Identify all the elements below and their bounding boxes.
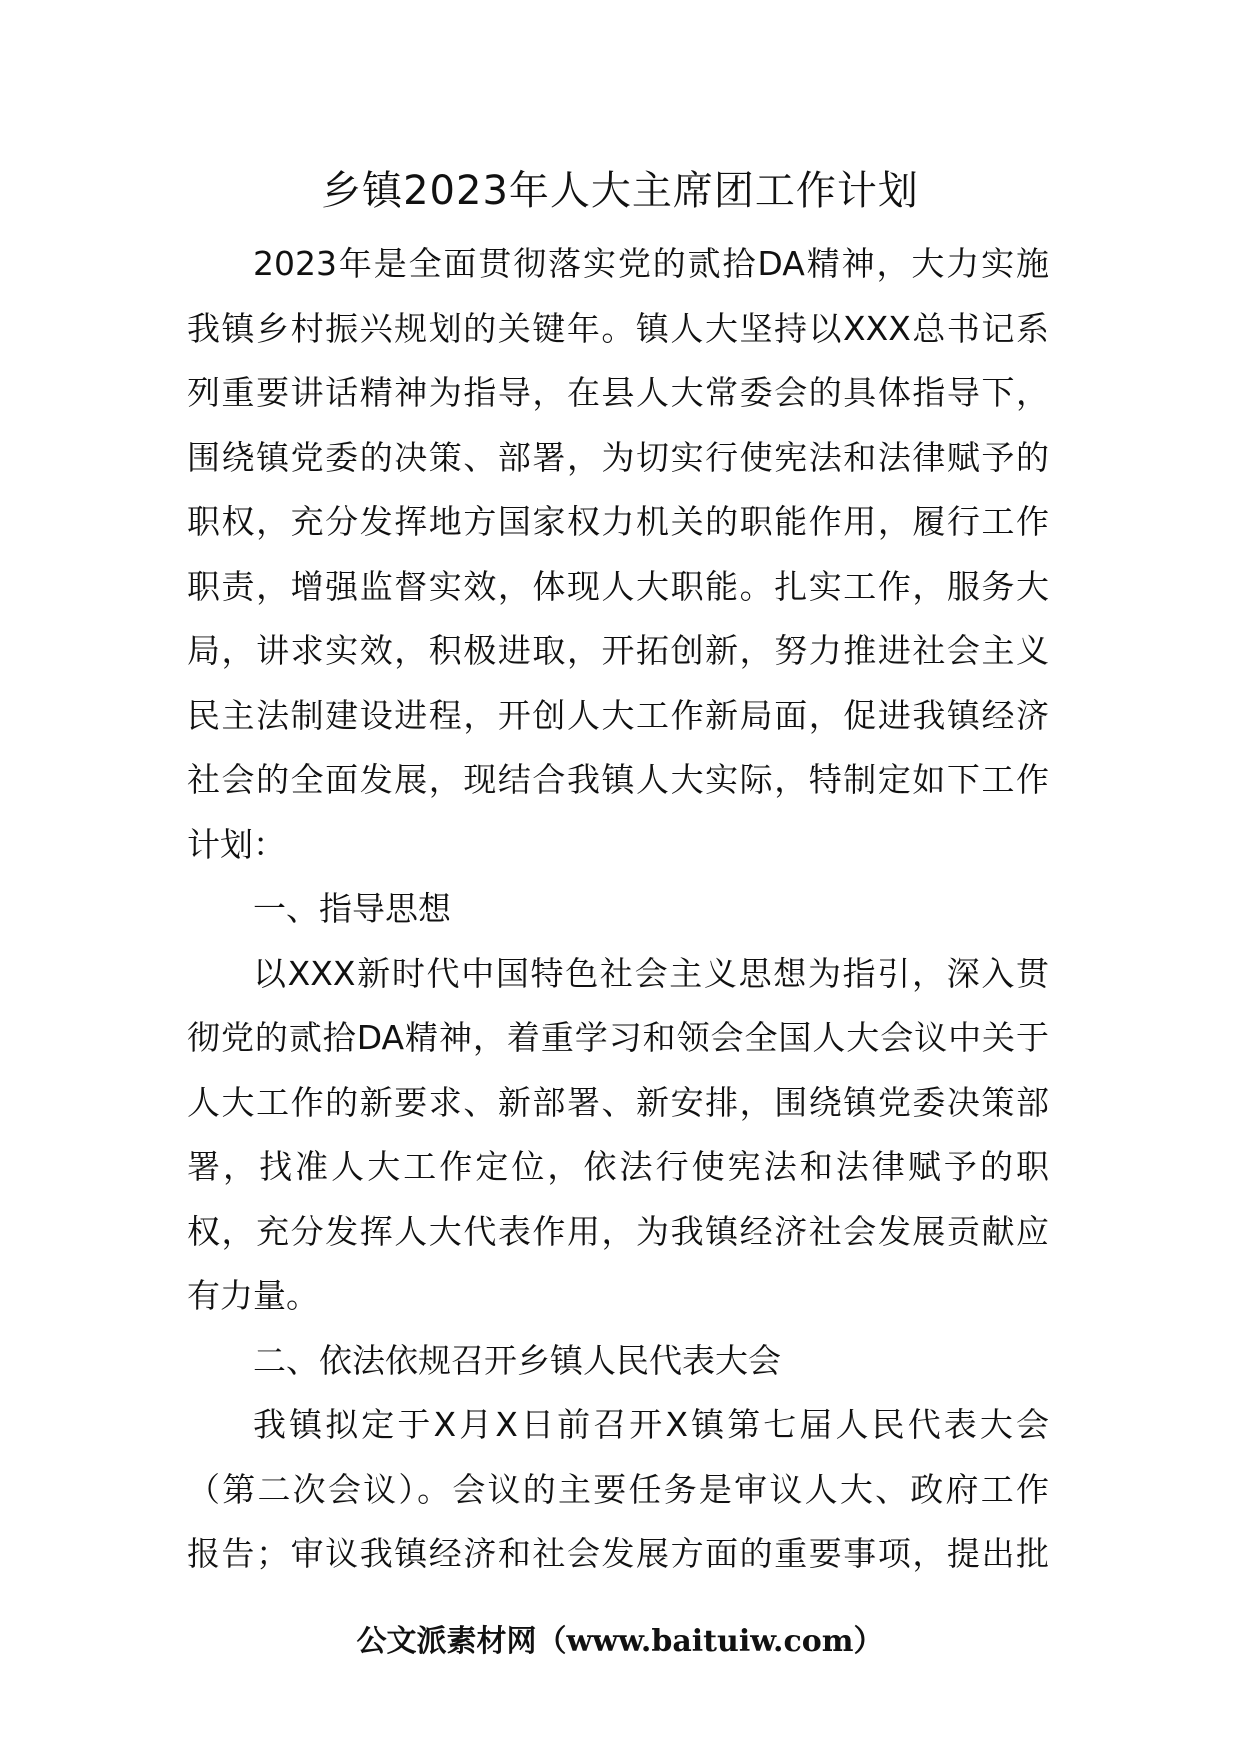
paragraph-congress-line-3: 报告；审议我镇经济和社会发展方面的重要事项，提出批: [187, 1534, 1049, 1573]
paragraph-intro-line-1: 2023年是全面贯彻落实党的贰拾DA精神，大力实施: [253, 244, 1049, 283]
paragraph-guiding-line-5: 权，充分发挥人大代表作用，为我镇经济社会发展贡献应: [187, 1211, 1049, 1251]
paragraph-guiding-line-4: 署，找准人大工作定位，依法行使宪法和法律赋予的职: [187, 1147, 1049, 1186]
paragraph-intro-line-4: 围绕镇党委的决策、部署，为切实行使宪法和法律赋予的: [187, 437, 1049, 477]
document-body: [187, 232, 1049, 1587]
paragraph-intro-line-6: 职责，增强监督实效，体现人大职能。扎实工作，服务大: [187, 566, 1049, 606]
paragraph-intro-line-2: 我镇乡村振兴规划的关键年。镇人大坚持以XXX总书记系: [187, 308, 1049, 348]
document-title: 乡镇2023年人大主席团工作计划: [321, 168, 919, 214]
paragraph-intro-line-8: 民主法制建设进程，开创人大工作新局面，促进我镇经济: [187, 695, 1049, 735]
paragraph-intro-line-9: 社会的全面发展，现结合我镇人大实际，特制定如下工作: [187, 760, 1049, 799]
paragraph-intro-line-5: 职权，充分发挥地方国家权力机关的职能作用，履行工作: [187, 502, 1049, 541]
section-heading-2: 二、依法依规召开乡镇人民代表大会: [253, 1340, 781, 1380]
paragraph-intro-line-10: 计划：: [187, 824, 286, 864]
paragraph-guiding-line-2: 彻党的贰拾DA精神，着重学习和领会全国人大会议中关于: [187, 1018, 1049, 1057]
paragraph-guiding-line-1: 以XXX新时代中国特色社会主义思想为指引，深入贯: [253, 953, 1049, 993]
paragraph-guiding-line-6: 有力量。: [187, 1276, 319, 1315]
footer-watermark: 公文派素材网（www.baituiw.com）: [356, 1624, 884, 1659]
paragraph-congress-line-1: 我镇拟定于X月X日前召开X镇第七届人民代表大会: [253, 1405, 1049, 1444]
paragraph-intro-line-3: 列重要讲话精神为指导，在县人大常委会的具体指导下，: [187, 373, 1049, 412]
section-heading-1: 一、指导思想: [253, 889, 451, 928]
paragraph-congress-line-2: （第二次会议）。会议的主要任务是审议人大、政府工作: [187, 1469, 1049, 1509]
paragraph-intro-line-7: 局，讲求实效，积极进取，开拓创新，努力推进社会主义: [187, 631, 1049, 670]
paragraph-guiding-line-3: 人大工作的新要求、新部署、新安排，围绕镇党委决策部: [187, 1082, 1049, 1122]
